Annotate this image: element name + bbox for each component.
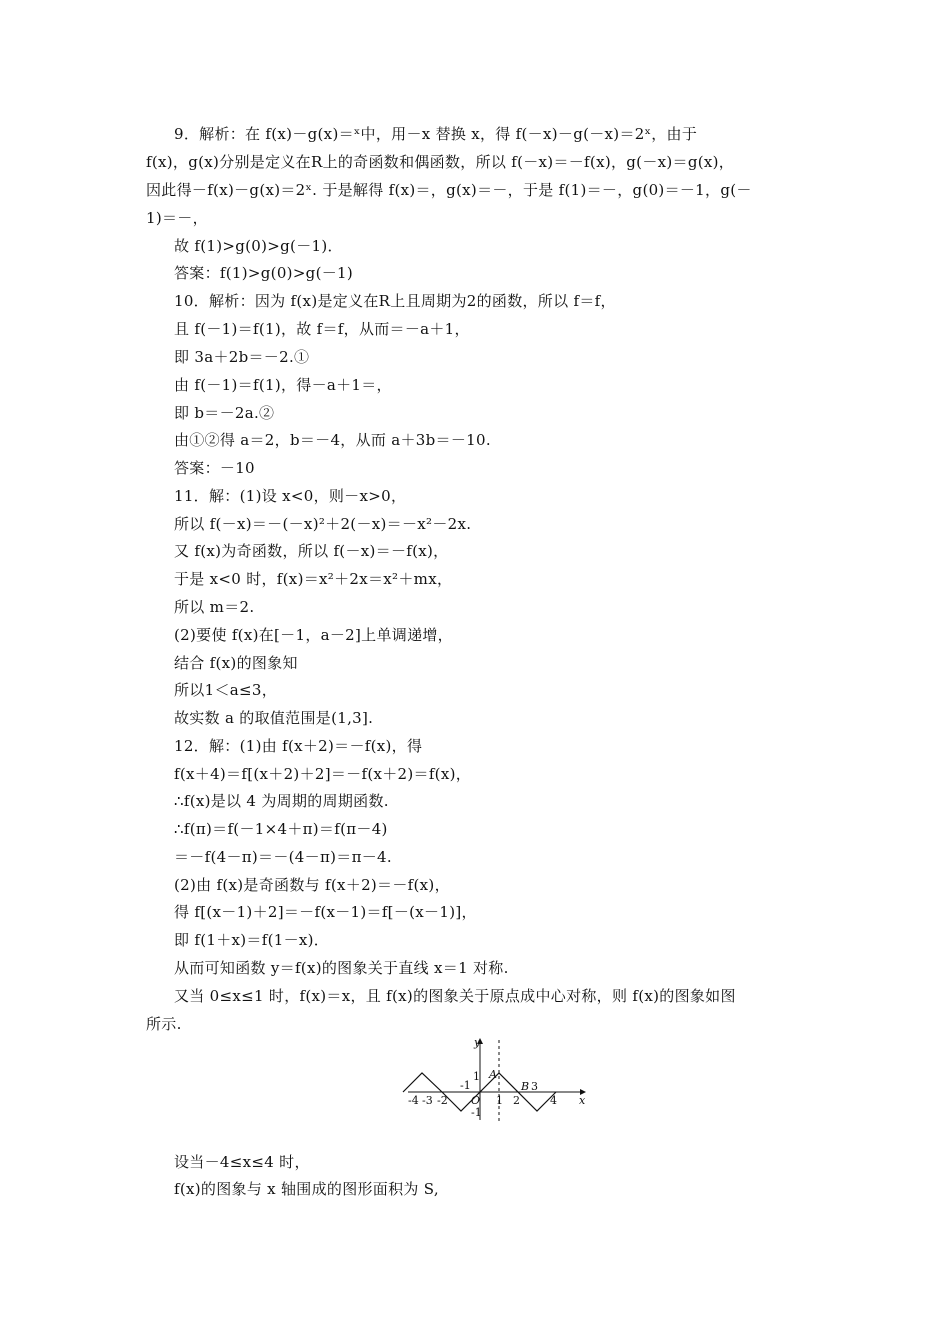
text-line: 结合 f(x)的图象知: [174, 654, 298, 672]
text-line: 9．解析：在 f(x)－g(x)＝ˣ中，用－x 替换 x，得 f(－x)－g(－x)＝2ˣ，由于: [174, 125, 698, 143]
text-line: 由 f(－1)＝f(1)，得－a＋1＝，: [174, 376, 392, 394]
text-line: f(x)，g(x)分别是定义在R上的奇函数和偶函数，所以 f(－x)＝－f(x)，g(－x)＝g(x)，: [146, 153, 735, 171]
text-line: f(x)的图象与 x 轴围成的图形面积为 S,: [174, 1180, 439, 1198]
tick-label: 2: [513, 1094, 520, 1107]
text-line: 故实数 a 的取值范围是(1,3].: [174, 709, 374, 727]
text-line: f(x＋4)＝f[(x＋2)＋2]＝－f(x＋2)＝f(x)，: [174, 765, 472, 783]
text-line: (2)由 f(x)是奇函数与 f(x＋2)＝－f(x)，: [174, 876, 450, 894]
text-line: 即 f(1＋x)＝f(1－x)．: [174, 931, 330, 949]
text-line: 答案：－10: [174, 459, 255, 477]
origin-label: O: [471, 1094, 481, 1107]
text-line: ∴f(π)＝f(－1×4＋π)＝f(π－4): [174, 820, 388, 838]
text-line: 且 f(－1)＝f(1)，故 f＝f，从而＝－a＋1，: [174, 320, 470, 338]
y-axis-label: y: [474, 1036, 481, 1049]
text-line: 12．解：(1)由 f(x＋2)＝－f(x)，得: [174, 737, 423, 755]
text-line: 1)＝－，: [146, 209, 208, 227]
text-line: 设当－4≤x≤4 时，: [174, 1153, 310, 1171]
text-line: 于是 x<0 时，f(x)＝x²＋2x＝x²＋mx，: [174, 570, 453, 588]
function-graph-figure: [400, 1036, 590, 1126]
tick-label: -4: [408, 1094, 419, 1107]
text-line: 10．解析：因为 f(x)是定义在R上且周期为2的函数，所以 f＝f，: [174, 292, 616, 310]
tick-label: -2: [437, 1094, 448, 1107]
text-line: 得 f[(x－1)＋2]＝－f(x－1)＝f[－(x－1)]，: [174, 903, 477, 921]
text-line: ＝－f(4－π)＝－(4－π)＝π－4.: [174, 848, 392, 866]
text-line: (2)要使 f(x)在[－1，a－2]上单调递增，: [174, 626, 453, 644]
x-axis-label: x: [579, 1094, 586, 1107]
text-line: 即 3a＋2b＝－2.①: [174, 348, 310, 366]
tick-label: 4: [550, 1094, 557, 1107]
text-line: 由①②得 a＝2，b＝－4，从而 a＋3b＝－10.: [174, 431, 491, 449]
text-line: 所以 m＝2.: [174, 598, 255, 616]
text-line: 所示.: [146, 1015, 182, 1033]
point-b-label: B: [521, 1080, 530, 1093]
point-a-label: A: [489, 1068, 497, 1081]
tick-label: 3: [531, 1080, 538, 1093]
text-line: ∴f(x)是以 4 为周期的周期函数.: [174, 792, 389, 810]
text-line: 故 f(1)>g(0)>g(－1)．: [174, 237, 343, 255]
text-line: 所以 f(－x)＝－(－x)²＋2(－x)＝－x²－2x.: [174, 515, 472, 533]
text-line: 所以1＜a≤3，: [174, 681, 277, 699]
text-line: 又当 0≤x≤1 时，f(x)＝x，且 f(x)的图象关于原点成中心对称，则 f(x)的图象如图: [174, 987, 736, 1005]
tick-label: -1: [460, 1079, 471, 1092]
function-graph-svg: [400, 1036, 590, 1126]
text-line: 答案：f(1)>g(0)>g(－1): [174, 264, 354, 282]
text-line: 从而可知函数 y＝f(x)的图象关于直线 x＝1 对称.: [174, 959, 509, 977]
tick-label: -1: [471, 1106, 482, 1119]
text-line: 因此得－f(x)－g(x)＝2ˣ. 于是解得 f(x)＝，g(x)＝－，于是 f(1)＝－，g(0)＝－1，g(－: [146, 181, 752, 199]
text-line: 11．解：(1)设 x<0，则－x>0，: [174, 487, 407, 505]
tick-label: 1: [496, 1094, 503, 1107]
text-line: 又 f(x)为奇函数，所以 f(－x)＝－f(x)，: [174, 542, 449, 560]
tick-label: 1: [473, 1070, 480, 1083]
tick-label: -3: [422, 1094, 433, 1107]
text-line: 即 b＝－2a.②: [174, 404, 275, 422]
